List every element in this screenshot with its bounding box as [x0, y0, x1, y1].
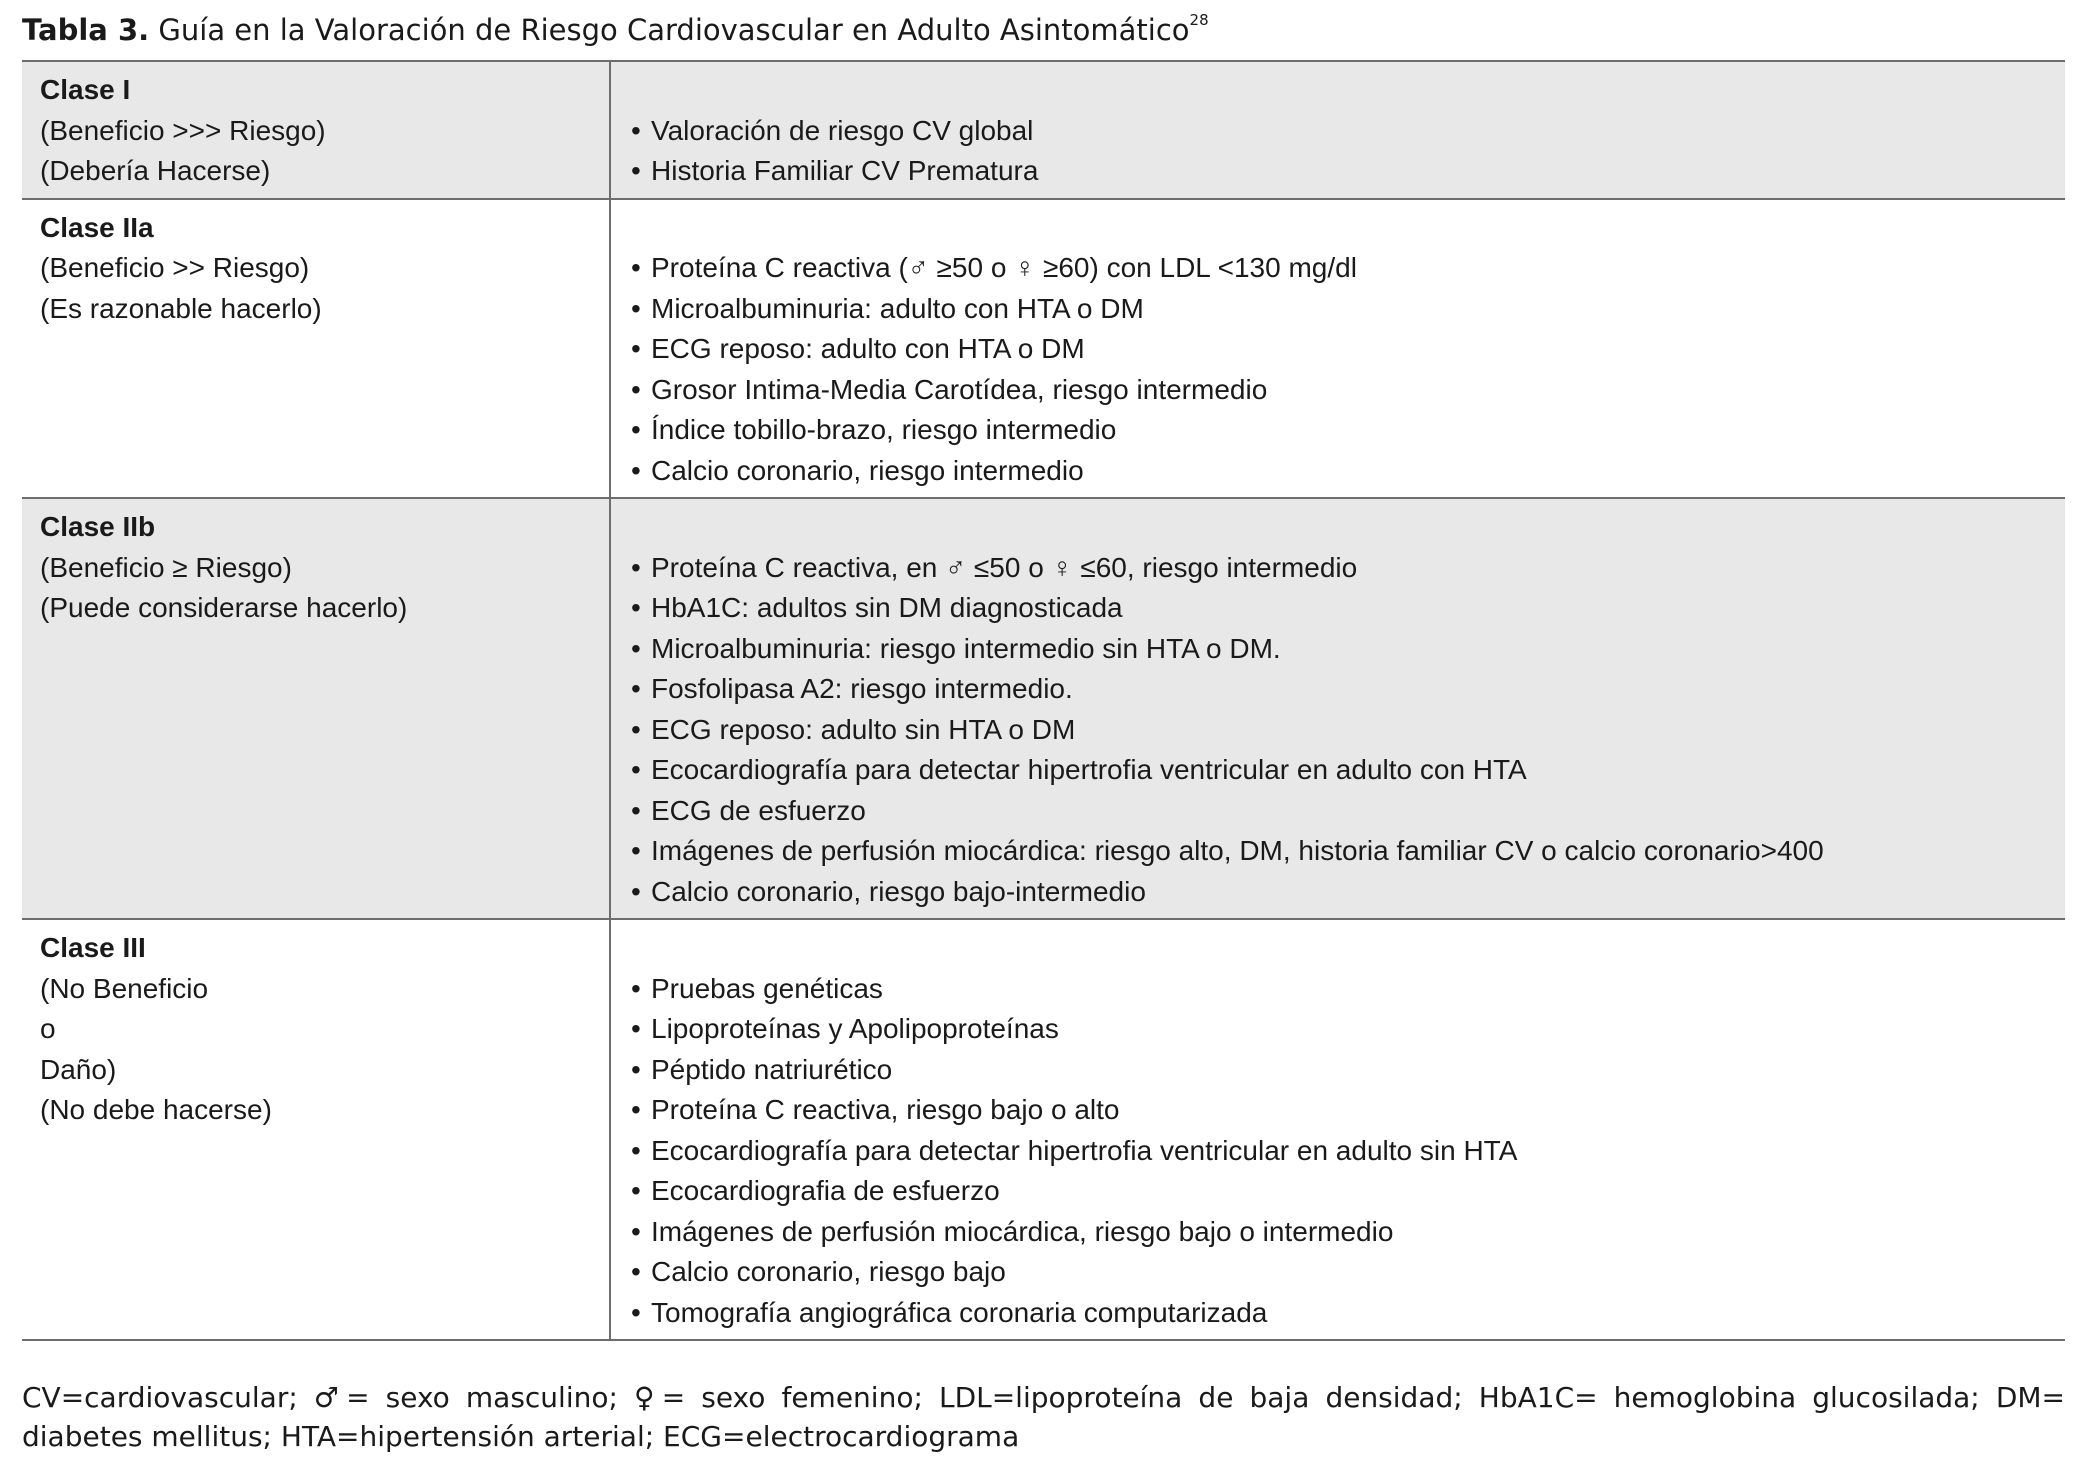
- list-item: [631, 370, 2065, 411]
- item-text: Calcio coronario, riesgo intermedio: [651, 454, 1084, 486]
- bullet-icon: •: [631, 155, 641, 186]
- table-title: Guía en la Valoración de Riesgo Cardiovascular en Adulto Asintomático: [158, 13, 1190, 47]
- table-caption: [22, 10, 1209, 50]
- item-text: Tomografía angiográfica coronaria computarizada: [651, 1296, 1268, 1328]
- table-row: [22, 498, 2065, 919]
- bullet-icon: •: [631, 713, 641, 745]
- class-title: Clase III: [40, 932, 146, 963]
- item-text: Calcio coronario, riesgo bajo: [651, 1256, 1006, 1287]
- item-text: Proteína C reactiva, en ♂ ≤50 o ♀ ≤60, riesgo intermedio: [651, 551, 1358, 583]
- item-text: Proteína C reactiva, riesgo bajo o alto: [651, 1094, 1120, 1125]
- list-item: [631, 548, 2065, 589]
- class-description: (Debería Hacerse): [40, 155, 271, 186]
- item-text: Índice tobillo-brazo, riesgo intermedio: [651, 414, 1117, 445]
- bullet-icon: •: [631, 252, 641, 283]
- list-item: [631, 151, 2065, 192]
- list-item: [631, 329, 2065, 370]
- reference-superscript: 28: [1189, 11, 1209, 29]
- item-text: Pruebas genéticas: [651, 972, 883, 1004]
- table-row: [22, 919, 2065, 1340]
- list-item: [631, 410, 2065, 451]
- list-item: [631, 1009, 2065, 1050]
- class-cell: [22, 199, 610, 499]
- table-row: [22, 199, 2065, 499]
- item-text: Valoración de riesgo CV global: [651, 114, 1034, 146]
- bullet-icon: •: [631, 1175, 641, 1206]
- list-item: [631, 248, 2065, 289]
- class-description: (Es razonable hacerlo): [40, 292, 322, 324]
- list-item: [631, 872, 2065, 913]
- class-description: (Beneficio >> Riesgo): [40, 252, 310, 283]
- bullet-icon: •: [631, 1013, 641, 1044]
- class-description: (Beneficio >>> Riesgo): [40, 114, 326, 146]
- class-cell: [22, 61, 610, 199]
- item-text: HbA1C: adultos sin DM diagnosticada: [651, 592, 1123, 623]
- item-text: Grosor Intima-Media Carotídea, riesgo intermedio: [651, 373, 1268, 405]
- class-description: (No Beneficio: [40, 972, 209, 1004]
- item-text: ECG reposo: adulto con HTA o DM: [651, 333, 1085, 364]
- bullet-icon: •: [631, 1215, 641, 1247]
- class-cell: [22, 498, 610, 919]
- class-description: Daño): [40, 1053, 117, 1085]
- list-item: [631, 111, 2065, 152]
- bullet-icon: •: [631, 1296, 641, 1328]
- bullet-icon: •: [631, 551, 641, 583]
- list-item: [631, 451, 2065, 492]
- item-text: Imágenes de perfusión miocárdica: riesgo alto, DM, historia familiar CV o calcio coronario>400: [651, 835, 1824, 866]
- item-text: ECG reposo: adulto sin HTA o DM: [651, 713, 1076, 745]
- bullet-icon: •: [631, 1134, 641, 1166]
- list-item: [631, 1293, 2065, 1334]
- list-item: [631, 1050, 2065, 1091]
- item-text: Fosfolipasa A2: riesgo intermedio.: [651, 673, 1073, 704]
- item-text: Proteína C reactiva (♂ ≥50 o ♀ ≥60) con LDL <130 mg/dl: [651, 252, 1357, 283]
- bullet-icon: •: [631, 292, 641, 324]
- list-item: [631, 1131, 2065, 1172]
- bullet-icon: •: [631, 1094, 641, 1125]
- list-item: [631, 1212, 2065, 1253]
- list-item: [631, 1252, 2065, 1293]
- bullet-icon: •: [631, 454, 641, 486]
- item-text: Microalbuminuria: adulto con HTA o DM: [651, 292, 1144, 324]
- class-cell: [22, 919, 610, 1340]
- recommendation-cell: [610, 199, 2065, 499]
- list-item: [631, 969, 2065, 1010]
- bullet-icon: •: [631, 972, 641, 1004]
- class-description: (No debe hacerse): [40, 1094, 272, 1125]
- bullet-icon: •: [631, 632, 641, 664]
- bullet-icon: •: [631, 794, 641, 826]
- class-description: o: [40, 1013, 56, 1044]
- bullet-icon: •: [631, 333, 641, 364]
- list-item: [631, 669, 2065, 710]
- item-text: Ecocardiografia de esfuerzo: [651, 1175, 1000, 1206]
- bullet-icon: •: [631, 1256, 641, 1287]
- list-item: [631, 710, 2065, 751]
- item-text: Péptido natriurético: [651, 1053, 893, 1085]
- bullet-icon: •: [631, 1053, 641, 1085]
- item-text: Microalbuminuria: riesgo intermedio sin HTA o DM.: [651, 632, 1281, 664]
- list-item: [631, 750, 2065, 791]
- bullet-icon: •: [631, 414, 641, 445]
- recommendation-cell: [610, 61, 2065, 199]
- item-text: Ecocardiografía para detectar hipertrofia ventricular en adulto sin HTA: [651, 1134, 1518, 1166]
- item-text: Ecocardiografía para detectar hipertrofia ventricular en adulto con HTA: [651, 754, 1527, 785]
- item-text: Imágenes de perfusión miocárdica, riesgo bajo o intermedio: [651, 1215, 1394, 1247]
- list-item: [631, 791, 2065, 832]
- risk-guide-table: [22, 60, 2065, 1341]
- item-text: Calcio coronario, riesgo bajo-intermedio: [651, 875, 1146, 907]
- table-label: Tabla 3.: [22, 13, 150, 47]
- list-item: [631, 1171, 2065, 1212]
- bullet-icon: •: [631, 673, 641, 704]
- recommendation-cell: [610, 498, 2065, 919]
- list-item: [631, 289, 2065, 330]
- item-text: Historia Familiar CV Prematura: [651, 155, 1039, 186]
- recommendation-cell: [610, 919, 2065, 1340]
- bullet-icon: •: [631, 373, 641, 405]
- list-item: [631, 588, 2065, 629]
- item-text: Lipoproteínas y Apolipoproteínas: [651, 1013, 1059, 1044]
- bullet-icon: •: [631, 835, 641, 866]
- bullet-icon: •: [631, 592, 641, 623]
- bullet-icon: •: [631, 114, 641, 146]
- bullet-icon: •: [631, 875, 641, 907]
- class-title: Clase IIb: [40, 511, 156, 542]
- class-title: Clase I: [40, 74, 131, 105]
- table-row: [22, 61, 2065, 199]
- bullet-icon: •: [631, 754, 641, 785]
- class-description: (Puede considerarse hacerlo): [40, 592, 408, 623]
- table-footnote: CV=cardiovascular; ♂= sexo masculino; ♀= sexo femenino; LDL=lipoproteína de baja densidad; HbA1C= hemoglobina glucosilada; DM= diabetes mellitus; HTA=hipertensión arterial; ECG=electrocardiograma: [22, 1381, 2065, 1453]
- list-item: [631, 831, 2065, 872]
- list-item: [631, 1090, 2065, 1131]
- class-title: Clase IIa: [40, 211, 154, 243]
- class-description: (Beneficio ≥ Riesgo): [40, 551, 292, 583]
- list-item: [631, 629, 2065, 670]
- item-text: ECG de esfuerzo: [651, 794, 866, 826]
